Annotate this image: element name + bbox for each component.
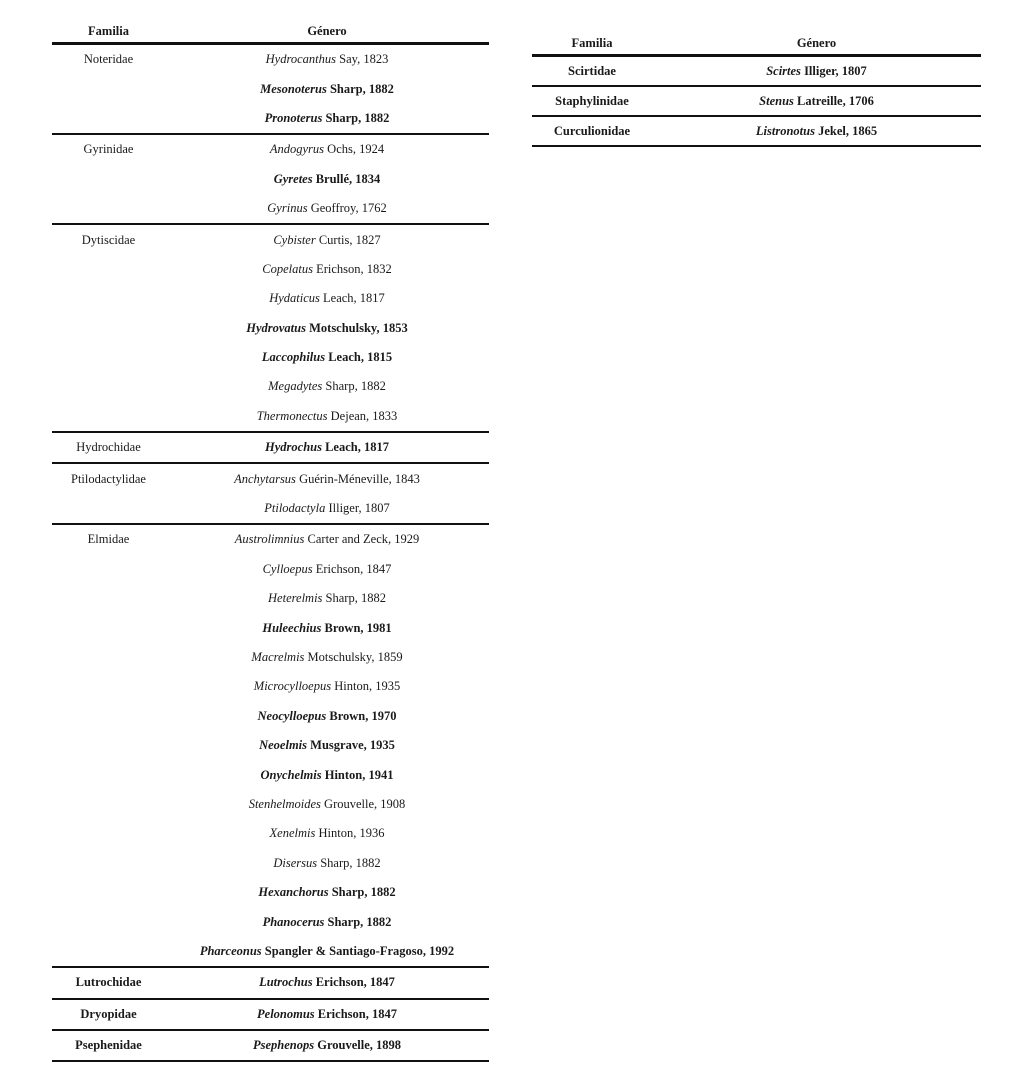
genus-author: Illiger, 1807 (800, 63, 867, 78)
genero-cell (652, 94, 981, 109)
genero-cell (165, 1038, 489, 1053)
genero-cell (165, 172, 489, 187)
genero-cell (165, 291, 489, 306)
genero-cell (165, 440, 489, 455)
genus-author: Erichson, 1832 (312, 261, 392, 276)
genus-author: Spangler & Santiago-Fragoso, 1992 (261, 943, 455, 958)
header-familia: Familia (88, 23, 129, 38)
genus-name: Ptilodactyla (264, 501, 326, 516)
table-row (52, 819, 489, 848)
genero-cell (652, 64, 981, 79)
familia-cell: Curculionidae (553, 123, 631, 138)
table-row (52, 555, 489, 584)
table-row (52, 104, 489, 133)
genero-cell (165, 350, 489, 365)
table-row (52, 1029, 489, 1062)
genus-name: Neoelmis (259, 738, 308, 753)
genero-cell (165, 856, 489, 871)
genus-author: Sharp, 1882 (317, 855, 381, 870)
genero-cell (165, 562, 489, 577)
familia-cell: Hydrochidae (76, 440, 141, 455)
genus-author: Erichson, 1847 (314, 1006, 397, 1021)
genero-cell (165, 738, 489, 753)
genus-author: Ochs, 1924 (324, 142, 385, 157)
genus-author: Brullé, 1834 (312, 171, 381, 186)
genus-name: Macrelmis (251, 650, 305, 664)
genus-name: Pelonomus (257, 1006, 315, 1021)
header-genero: Género (796, 35, 837, 50)
genus-name: Huleechius (262, 620, 322, 635)
genus-author: Erichson, 1847 (312, 561, 392, 576)
genero-cell (652, 124, 981, 139)
table-row (52, 702, 489, 731)
genero-cell (165, 52, 489, 67)
genus-author: Guérin-Méneville, 1843 (295, 471, 420, 486)
table-row (52, 790, 489, 819)
familia-cell: Staphylinidae (555, 93, 629, 108)
table-row (52, 878, 489, 907)
header-familia: Familia (571, 35, 613, 50)
genero-cell (165, 409, 489, 424)
genus-name: Thermonectus (256, 408, 328, 423)
genus-name: Listronotus (755, 123, 815, 138)
table-row (52, 998, 489, 1029)
genus-name: Hexanchorus (258, 885, 329, 900)
genero-cell (165, 591, 489, 606)
familia-cell: Ptilodactylidae (71, 471, 146, 486)
table-row (52, 372, 489, 401)
genus-author: Jekel, 1865 (814, 123, 878, 138)
genero-cell (165, 885, 489, 900)
familia-cell: Gyrinidae (83, 142, 134, 157)
genus-author: Latreille, 1706 (793, 93, 874, 108)
table-row (532, 87, 981, 117)
genus-name: Gyrinus (267, 201, 308, 216)
genera-table-right (532, 32, 981, 147)
table-row (52, 45, 489, 74)
genus-name: Scirtes (766, 63, 801, 78)
genus-name: Cybister (273, 232, 316, 247)
genus-author: Curtis, 1827 (315, 232, 381, 247)
genus-name: Phanocerus (262, 914, 325, 929)
genero-cell (165, 501, 489, 516)
genero-cell (165, 915, 489, 930)
genero-cell (165, 262, 489, 277)
genus-name: Laccophilus (261, 350, 326, 365)
genus-author: Illiger, 1807 (325, 501, 390, 516)
genus-name: Andogyrus (269, 142, 325, 157)
genus-name: Copelatus (262, 261, 313, 276)
genero-cell (165, 142, 489, 157)
genero-cell (165, 1007, 489, 1022)
genus-author: Leach, 1817 (319, 291, 385, 306)
genus-name: Neocylloepus (257, 708, 327, 723)
genus-author: Say, 1823 (336, 52, 389, 67)
genus-author: Dejean, 1833 (327, 408, 398, 423)
genero-cell (165, 944, 489, 959)
genus-name: Disersus (273, 855, 318, 870)
genus-name: Hydaticus (269, 291, 320, 306)
genus-name: Austrolimnius (234, 532, 305, 547)
genus-name: Stenhelmoides (248, 796, 321, 811)
table-row (52, 402, 489, 431)
table-row (52, 907, 489, 936)
table-row (52, 343, 489, 372)
genus-name: Pharceonus (199, 943, 262, 958)
genero-cell (165, 709, 489, 724)
genus-author: Leach, 1817 (321, 440, 389, 455)
genus-name: Heterelmis (268, 591, 323, 606)
table-header (532, 32, 981, 57)
genero-cell (165, 379, 489, 394)
table-body (532, 57, 981, 147)
genus-name: Hydrovatus (246, 320, 306, 335)
genus-author: Geoffroy, 1762 (307, 201, 387, 216)
genera-table-left (52, 20, 489, 1062)
familia-cell: Dytiscidae (81, 232, 136, 247)
table-row (52, 523, 489, 554)
table-row (52, 194, 489, 223)
genero-cell (165, 201, 489, 216)
genero-cell (165, 650, 489, 665)
genus-name: Xenelmis (269, 826, 316, 841)
genus-author: Carter and Zeck, 1929 (304, 532, 420, 547)
genero-cell (165, 768, 489, 783)
familia-cell: Psephenidae (75, 1038, 142, 1053)
genus-name: Onychelmis (260, 767, 322, 782)
table-row (52, 937, 489, 966)
genus-name: Gyretes (273, 171, 313, 186)
genus-author: Musgrave, 1935 (307, 738, 395, 753)
header-genero: Género (307, 23, 347, 38)
genus-name: Megadytes (268, 379, 323, 394)
genero-cell (165, 233, 489, 248)
genus-author: Motschulsky, 1853 (305, 320, 408, 335)
genus-author: Sharp, 1882 (326, 81, 394, 96)
genus-name: Mesonoterus (260, 81, 327, 96)
genus-name: Psephenops (252, 1038, 315, 1053)
genero-cell (165, 797, 489, 812)
genero-cell (165, 472, 489, 487)
genus-name: Microcylloepus (253, 679, 332, 694)
table-row (52, 613, 489, 642)
genus-author: Leach, 1815 (325, 350, 393, 365)
table-row (52, 760, 489, 789)
genus-author: Sharp, 1882 (328, 885, 396, 900)
table-header (52, 20, 489, 45)
genus-name: Pronoterus (264, 110, 323, 125)
familia-cell: Scirtidae (568, 63, 616, 78)
table-row (52, 731, 489, 760)
genero-cell (165, 111, 489, 126)
genus-name: Hydrochus (265, 440, 322, 455)
genus-author: Sharp, 1882 (322, 110, 390, 125)
table-row (52, 133, 489, 164)
table-row (52, 966, 489, 997)
table-row (52, 314, 489, 343)
table-row (52, 255, 489, 284)
familia-cell: Elmidae (87, 532, 130, 547)
familia-cell: Dryopidae (80, 1006, 137, 1021)
table-row (52, 584, 489, 613)
table-row (52, 643, 489, 672)
table-row (52, 494, 489, 523)
familia-cell: Lutrochidae (75, 975, 142, 990)
genero-cell (165, 975, 489, 990)
genus-author: Sharp, 1882 (322, 379, 386, 394)
table-row (532, 57, 981, 87)
table-body (52, 45, 489, 1062)
table-row (52, 462, 489, 493)
table-row (52, 74, 489, 103)
genus-name: Lutrochus (259, 975, 313, 990)
genero-cell (165, 532, 489, 547)
table-row (52, 849, 489, 878)
genus-author: Hinton, 1935 (331, 679, 401, 694)
genero-cell (165, 826, 489, 841)
genus-name: Stenus (759, 93, 794, 108)
genus-author: Hinton, 1936 (315, 826, 385, 841)
genus-author: Sharp, 1882 (324, 914, 392, 929)
genus-author: Motschulsky, 1859 (304, 650, 403, 664)
genus-author: Hinton, 1941 (321, 767, 394, 782)
genus-author: Sharp, 1882 (322, 591, 386, 606)
genus-name: Cylloepus (262, 561, 313, 576)
genus-author: Brown, 1981 (321, 620, 392, 635)
genero-cell (165, 82, 489, 97)
table-row (532, 117, 981, 147)
table-row (52, 223, 489, 254)
genus-author: Grouvelle, 1908 (320, 796, 406, 811)
familia-cell: Noteridae (83, 52, 134, 67)
genus-author: Brown, 1970 (326, 708, 397, 723)
genero-cell (165, 321, 489, 336)
genus-author: Erichson, 1847 (312, 975, 395, 990)
genero-cell (165, 621, 489, 636)
genus-author: Grouvelle, 1898 (314, 1038, 402, 1053)
table-row (52, 672, 489, 701)
genero-cell (165, 679, 489, 694)
genus-name: Hydrocanthus (265, 52, 337, 67)
table-row (52, 431, 489, 462)
table-row (52, 165, 489, 194)
table-row (52, 284, 489, 313)
genus-name: Anchytarsus (234, 471, 296, 486)
